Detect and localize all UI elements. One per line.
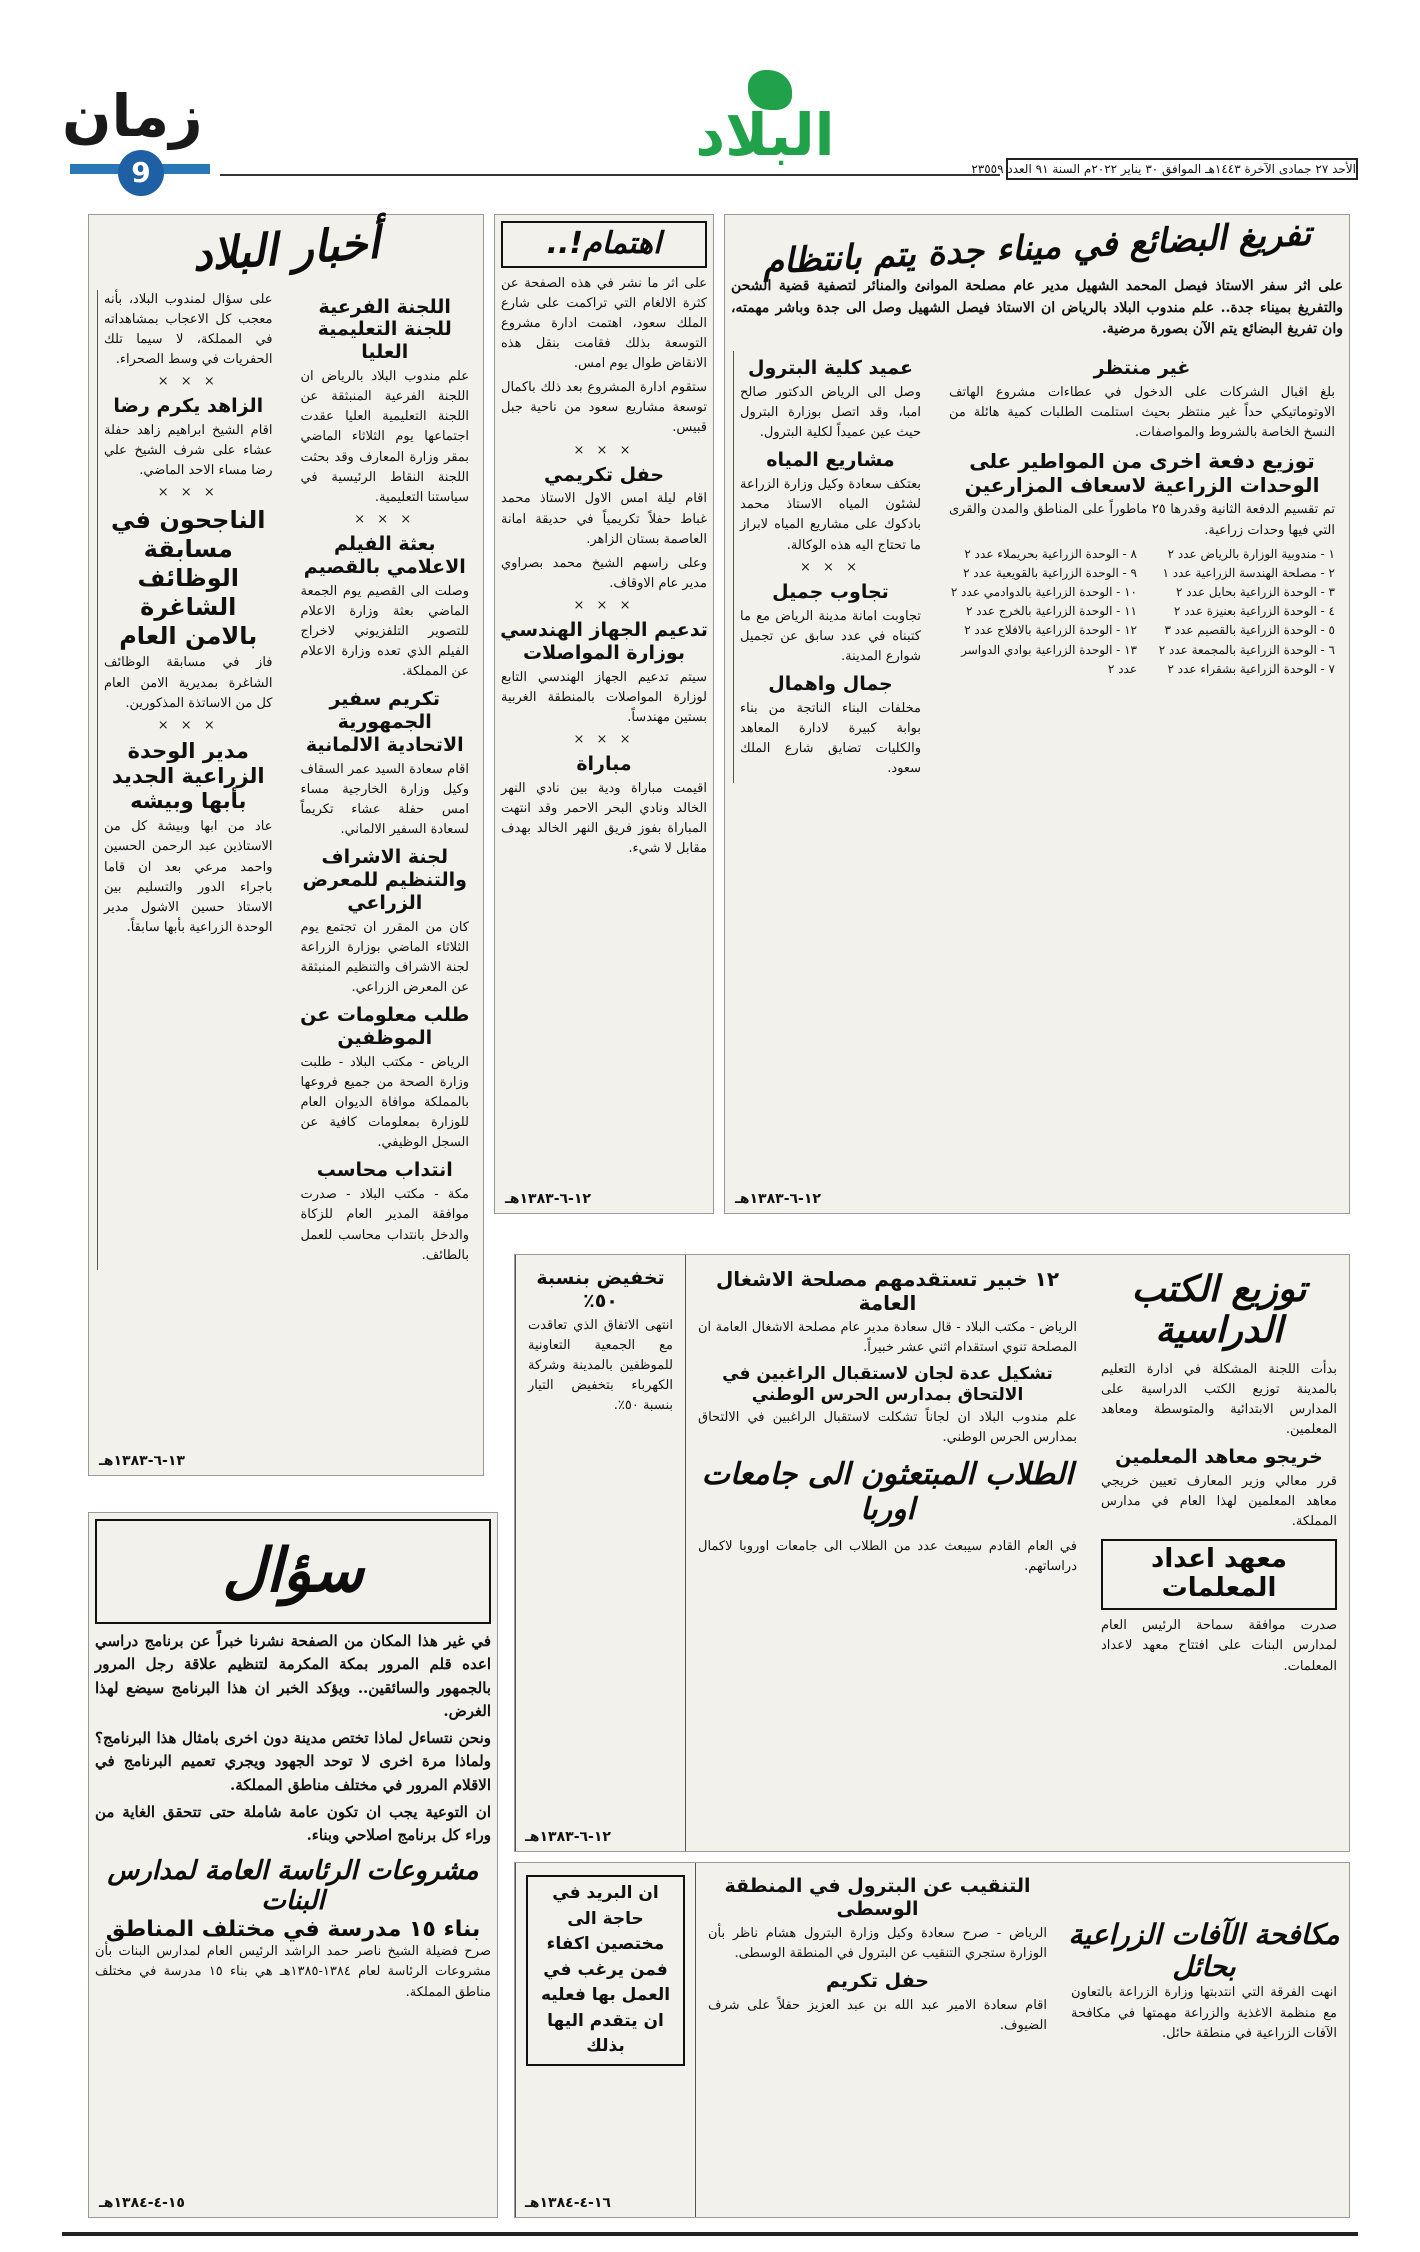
masthead-logo: [690, 68, 840, 168]
article-headline: تجاوب جميل: [772, 580, 889, 603]
page-header: [0, 0, 1420, 200]
article-headline: غير منتظر: [1093, 357, 1191, 380]
article-headline: مشاريع المياه: [766, 449, 895, 472]
footer-rule: [62, 2232, 1358, 2236]
clip-date: ١٢-٦-١٣٨٣هـ: [525, 1829, 611, 1845]
clip-date: ١٦-٤-١٣٨٤هـ: [525, 2195, 611, 2211]
column: [295, 290, 476, 1270]
list-item: ٥ - الوحدة الزراعية بالقصيم عدد ٣: [1164, 623, 1335, 638]
article-body: اقيمت مباراة ودية بين نادي النهر الخالد ونادي البحر الاحمر وقد انتهت المباراة بفوز فريق النهر الخالد بهدف مقابل لا شيء.: [501, 780, 707, 857]
clip-banner: اهتمام!..: [501, 221, 707, 268]
masthead-title: البلاد: [695, 101, 835, 169]
article-headline: حفل تكريم: [826, 1969, 929, 1992]
article-headline: جمال واهمال: [768, 672, 893, 695]
article-headline: مدير الوحدة الزراعية الجديد بأبها وبيشه: [111, 738, 265, 814]
list-item: ٧ - الوحدة الزراعية بشقراء عدد ٢: [1167, 661, 1335, 676]
clip-date: ١٥-٤-١٣٨٤هـ: [99, 2195, 185, 2211]
article-body: ان التوعية يجب ان تكون عامة شاملة حتى تتحقق الغاية من وراء كل برنامج اصلاحي وبناء.: [95, 1802, 491, 1844]
divider: × × ×: [573, 442, 635, 458]
article-headline: الناجحون في مسابقة الوظائف الشاغرة بالامن العام: [110, 506, 266, 650]
article-body: وصل الى الرياض الدكتور صالح امبا، وقد اتصل بوزارة البترول حيث عين عميداً لكلية البترول.: [740, 384, 921, 441]
article-body: في العام القادم سيبعث عدد من الطلاب الى جامعات اوروبا لاكمال دراساتهم.: [698, 1539, 1077, 1575]
clip-date: ١٢-٦-١٣٨٣هـ: [505, 1191, 591, 1207]
article-headline: الطلاب المبتعثون الى جامعات اوربا: [701, 1457, 1074, 1527]
column: [515, 1863, 695, 2217]
article-headline: اللجنة الفرعية للجنة التعليمية العليا: [317, 295, 452, 364]
page-number-badge: 9: [118, 150, 164, 196]
article-body: الرياض - مكتب البلاد - طلبت وزارة الصحة من جميع فروعها بالمملكة موافاة الديوان العام للوزارة بمعلومات كافية عن السجل الوظيفي.: [300, 1054, 469, 1151]
clip-news-of-albilad: [88, 214, 484, 1476]
article-headline: انتداب محاسب: [316, 1159, 453, 1182]
clip-columns: [515, 1863, 1349, 2217]
list-item: ٤ - الوحدة الزراعية بعنيزة عدد ٢: [1173, 604, 1335, 619]
article-body: مخلفات البناء الناتجة من بناء بوابة كبيرة لادارة المعاهد والكليات تضايق شارع الملك سعود.: [740, 700, 921, 777]
header-rule: [220, 174, 1000, 176]
divider: × × ×: [573, 598, 635, 614]
divider: × × ×: [573, 732, 635, 748]
article-headline: ١٢ خبير تستقدمهم مصلحة الاشغال العامة: [715, 1267, 1060, 1315]
article-headline: معهد اعداد المعلمات: [1101, 1539, 1337, 1611]
column: [1089, 1255, 1349, 1851]
divider: × × ×: [157, 485, 219, 501]
article-body: الرياض - صرح سعادة وكيل وزارة البترول هشام ناظر بأن الوزارة ستجري التنقيب عن البترول في المنطقة الوسطى.: [708, 1925, 1047, 1961]
article-headline: عميد كلية البترول: [747, 357, 914, 380]
article-body: ستقوم ادارة المشروع بعد ذلك باكمال توسعة مشاريع سعود من ناحية جبل قبيس.: [501, 380, 707, 436]
article-body: وعلى راسهم الشيخ محمد بصراوي مدير عام الاوقاف.: [501, 555, 707, 591]
clip-banner: سؤال: [95, 1519, 491, 1624]
article-headline: تشكيل عدة لجان لاستقبال الراغبين في الالتحاق بمدارس الحرس الوطني: [722, 1364, 1053, 1405]
article-headline: طلب معلومات عن الموظفين: [300, 1004, 470, 1049]
clip-lead: على اثر سفر الاستاذ فيصل المحمد الشهيل مدير عام مصلحة الموانئ والمنائر لتصفية قضية الشحن والتفريغ بميناء جدة.. علم مندوب البلاد بالرياض ان الاستاذ فيصل الشهيل وصل الى جدة وباشر مهمته، وان تفريغ البضائع يتم الآن بصورة مرضية.: [731, 278, 1343, 338]
clip-headline: تفريغ البضائع في ميناء جدة يتم بانتظام: [761, 213, 1313, 283]
article-headline: حفل تكريمي: [543, 463, 665, 486]
article-body: اقام ليلة امس الاول الاستاذ محمد غباط حفلاً تكريمياً في حديقة امانة العاصمة بستان الزاهر.: [501, 491, 707, 547]
list-item: ١ - مندوبية الوزارة بالرياض عدد ٢: [1167, 546, 1335, 561]
article-body: انتهى الاتفاق الذي تعاقدت مع الجمعية التعاونية للموظفين بالمدينة وشركة الكهرباء بتخفيض التيار بنسبة ٥٠٪.: [528, 1317, 673, 1414]
clip-columns: [89, 284, 483, 1276]
clip-columns: [725, 345, 1349, 789]
article-body: قرر معالي وزير المعارف تعيين خريجي معاهد المعلمين لهذا العام في مدارس المملكة.: [1101, 1474, 1337, 1530]
column: [695, 1863, 1059, 2217]
article-headline: توزيع دفعة اخرى من المواطير على الوحدات الزراعية لاسعاف المزارعين: [964, 449, 1320, 498]
clip-textbooks: [514, 1254, 1350, 1852]
column: [1059, 1863, 1349, 2217]
clip-columns: [515, 1255, 1349, 1851]
column: [97, 290, 285, 1270]
list-item: ١٣ - الوحدة الزراعية بوادي الدواسر عدد ٢: [961, 642, 1137, 676]
article-headline: التنقيب عن البترول في المنطقة الوسطى: [724, 1875, 1031, 1920]
clip-date: ١٢-٦-١٣٨٣هـ: [735, 1191, 821, 1207]
article-headline: خريجو معاهد المعلمين: [1115, 1446, 1323, 1469]
clip-date: ١٣-٦-١٣٨٣هـ: [99, 1453, 185, 1469]
article-body: مكة - مكتب البلاد - صدرت موافقة المدير العام للزكاة والدخل بانتداب محاسب للعمل بالطائف.: [300, 1187, 469, 1263]
article-body: اقام سعادة السيد عمر السقاف وكيل وزارة الخارجية مساء امس حفلة عشاء تكريماً لسعادة السفير الالماني.: [300, 761, 469, 838]
article-body: وصلت الى القصيم يوم الجمعة الماضي بعثة وزارة الاعلام للتصوير التلفزيوني لاخراج الفيلم الذي تعده وزارة الاعلام عن المملكة.: [300, 583, 469, 680]
clip-headline: توزيع الكتب الدراسية: [1131, 1269, 1307, 1352]
clip-banner: أخبار البلاد: [190, 217, 382, 282]
article-body: تجاوبت امانة مدينة الرياض مع ما كتبناه في عدد سابق عن تجميل شوارع المدينة.: [740, 608, 921, 664]
column: [515, 1255, 685, 1851]
article-headline: مباراة: [576, 753, 632, 776]
article-headline: لجنة الاشراف والتنظيم للمعرض الزراعي: [302, 846, 467, 914]
article-body: بدأت اللجنة المشكلة في ادارة التعليم بالمدينة توزيع الكتب الدراسية على المدارس الابتدائية والمتوسطة ومعاهد المعلمين.: [1101, 1361, 1337, 1438]
article-body: الرياض - مكتب البلاد - قال سعادة مدير عام مصلحة الاشغال العامة ان المصلحة تنوي استقدام اثني عشر خبيراً.: [698, 1320, 1077, 1356]
article-body: صرح فضيلة الشيخ ناصر حمد الراشد الرئيس العام لمدارس البنات بأن مشروعات الرئاسة لعام ١٣٨٤-١٣٨٥هـ هي بناء ١٥ مدرسة في مختلف مناطق المملكة.: [95, 1944, 492, 2000]
article-headline: مشروعات الرئاسة العامة لمدارس البنات: [107, 1856, 479, 1917]
article-body: كان من المقرر ان تجتمع يوم الثلاثاء الماضي بوزارة الزراعة لجنة الاشراف والتنظيم المنبثقة عن المعرض الزراعي.: [300, 919, 469, 996]
article-headline: تخفيض بنسبة ٥٠٪: [536, 1267, 665, 1312]
clip-jeddah-port: [724, 214, 1350, 1214]
list-item: ٩ - الوحدة الزراعية بالقويعية عدد ٢: [963, 565, 1137, 580]
article-headline: بعثة الفيلم الاعلامي بالقصيم: [303, 532, 466, 578]
article-body: فاز في مسابقة الوظائف الشاغرة بمديرية الامن العام كل من الاساتذة المذكورين.: [104, 655, 273, 711]
list-item: ٣ - الوحدة الزراعية بحايل عدد ٢: [1176, 585, 1335, 600]
article-body: بلغ اقبال الشركات على الدخول في عطاءات مشروع الهاتف الاوتوماتيكي حداً غير منتظر بحيث استلمت الطلبات كمية هائلة من النسخ الخاصة بالشروط والمواصفات.: [949, 384, 1335, 441]
article-body: على سؤال لمندوب البلاد، بأنه معجب كل الاعجاب بمشاهداته في المملكة، لا سيما تلك الحفريات في وسط الصحراء.: [104, 291, 273, 368]
divider: × × ×: [157, 374, 219, 390]
article-body: على اثر ما نشر في هذه الصفحة عن كثرة الالغام التي تراكمت على شارع الملك سعود، اهتمت ادارة مشروع التوسعة بذلك فقامت بنقل هذه الانقاض طوال يوم امس.: [501, 275, 707, 372]
article-body: علم مندوب البلاد بالرياض ان اللجنة الفرعية المنبثقة عن اللجنة التعليمية العليا عقدت اجتماعها يوم الثلاثاء الماضي بمقر وزارة المعارف وقد بحثت اللجنة النقاط الرئيسية في سياستنا التعليمية.: [300, 368, 469, 505]
divider: × × ×: [354, 511, 416, 527]
list-item: ٢ - مصلحة الهندسة الزراعية عدد ١: [1162, 565, 1335, 580]
article-body: تم تقسيم الدفعة الثانية وقدرها ٢٥ ماطوراً على المناطق والمدن والقرى التي فيها وحدات زراعية.: [949, 502, 1336, 538]
clip-attention: [494, 214, 714, 1214]
article-body: ونحن نتساءل لماذا تختص مدينة دون اخرى بامثال هذا البرنامج؟ ولماذا مرة اخرى لا توحد الجهود ويجري تعميم البرنامج في الاقلام المرور في مختلف مناطق المملكة.: [95, 1729, 491, 1794]
distribution-list: [949, 545, 1335, 679]
article-subheadline: بناء ١٥ مدرسة في مختلف المناطق: [105, 1917, 481, 1943]
article-body: سيتم تدعيم الجهاز الهندسي التابع لوزارة المواصلات بالمنطقة الغربية بستين مهندساً.: [501, 669, 707, 725]
article-headline: مكافحة الآفات الزراعية بحائل: [1068, 1918, 1340, 1984]
article-headline: تكريم سفير الجمهورية الاتحادية الالمانية: [305, 688, 464, 756]
issue-dateline: الأحد ٢٧ جمادى الآخرة ١٤٤٣هـ الموافق ٣٠ يناير ٢٠٢٢م السنة ٩١ العدد ٢٣٥٥٩: [1006, 158, 1358, 180]
section-title: زمان: [62, 82, 203, 150]
clip-petroleum: [514, 1862, 1350, 2218]
article-body: علم مندوب البلاد ان لجاناً تشكلت لاستقبال الراغبين في الالتحاق بمدارس الحرس الوطني.: [698, 1410, 1077, 1446]
article-headline: تدعيم الجهاز الهندسي بوزارة المواصلات: [500, 619, 708, 664]
article-body: في غير هذا المكان من الصفحة نشرنا خبراً عن برنامج دراسي اعده قلم المرور بمكة المكرمة لتنظيم علاقة رجل المرور بالجمهور والسائقين.. ويؤكد الخبر ان هذا البرنامج سيضع لهذا الغرض.: [95, 1632, 491, 1720]
list-item: ١٠ - الوحدة الزراعية بالدوادمي عدد ٢: [950, 585, 1137, 600]
list-item: ١٢ - الوحدة الزراعية بالافلاج عدد ٢: [964, 623, 1137, 638]
list-item: ٦ - الوحدة الزراعية بالمجمعة عدد ٢: [1158, 642, 1335, 657]
article-body: اقام سعادة الامير عبد الله بن عبد العزيز حفلاً على شرف الضيوف.: [708, 1997, 1047, 2033]
column: [943, 351, 1341, 783]
clip-question: [88, 1512, 498, 2218]
column: [733, 351, 933, 783]
article-body: بعتكف سعادة وكيل وزارة الزراعة لشئون المياه الاستاذ محمد بادكوك على مشاريع المياه لابراز ما تحتاج اليه هذه الوكالة.: [740, 477, 921, 553]
article-body: انهت الفرقة التي انتدبتها وزارة الزراعة بالتعاون مع منظمة الاغذية والزراعة مهمتها في مكافحة الآفات الزراعية في منطقة حائل.: [1071, 1985, 1337, 2041]
article-body: صدرت موافقة سماحة الرئيس العام لمدارس البنات على افتتاح معهد لاعداد المعلمات.: [1101, 1618, 1337, 1674]
divider: × × ×: [800, 559, 861, 575]
article-headline: ان البريد في حاجة الى مختصين اكفاء فمن يرغب في العمل بها فعليه ان يتقدم اليها بذلك: [526, 1875, 685, 2066]
article-body: اقام الشيخ ابراهيم زاهد حفلة عشاء على شرف الشيخ علي رضا مساء الاحد الماضي.: [104, 422, 273, 479]
column: [685, 1255, 1089, 1851]
article-headline: الزاهد يكرم رضا: [113, 395, 264, 418]
list-item: ١١ - الوحدة الزراعية بالخرج عدد ٢: [965, 604, 1137, 619]
list-item: ٨ - الوحدة الزراعية بحريملاء عدد ٢: [964, 546, 1137, 561]
divider: × × ×: [157, 717, 219, 733]
article-body: عاد من ابها وبيشة كل من الاستاذين عبد الرحمن الحسين واحمد مرعي بعد ان قاما باجراء الدور والتسليم بين الاستاذ حسين الاشول مدير الوحدة الزراعية بأبها سابقاً.: [104, 819, 273, 936]
